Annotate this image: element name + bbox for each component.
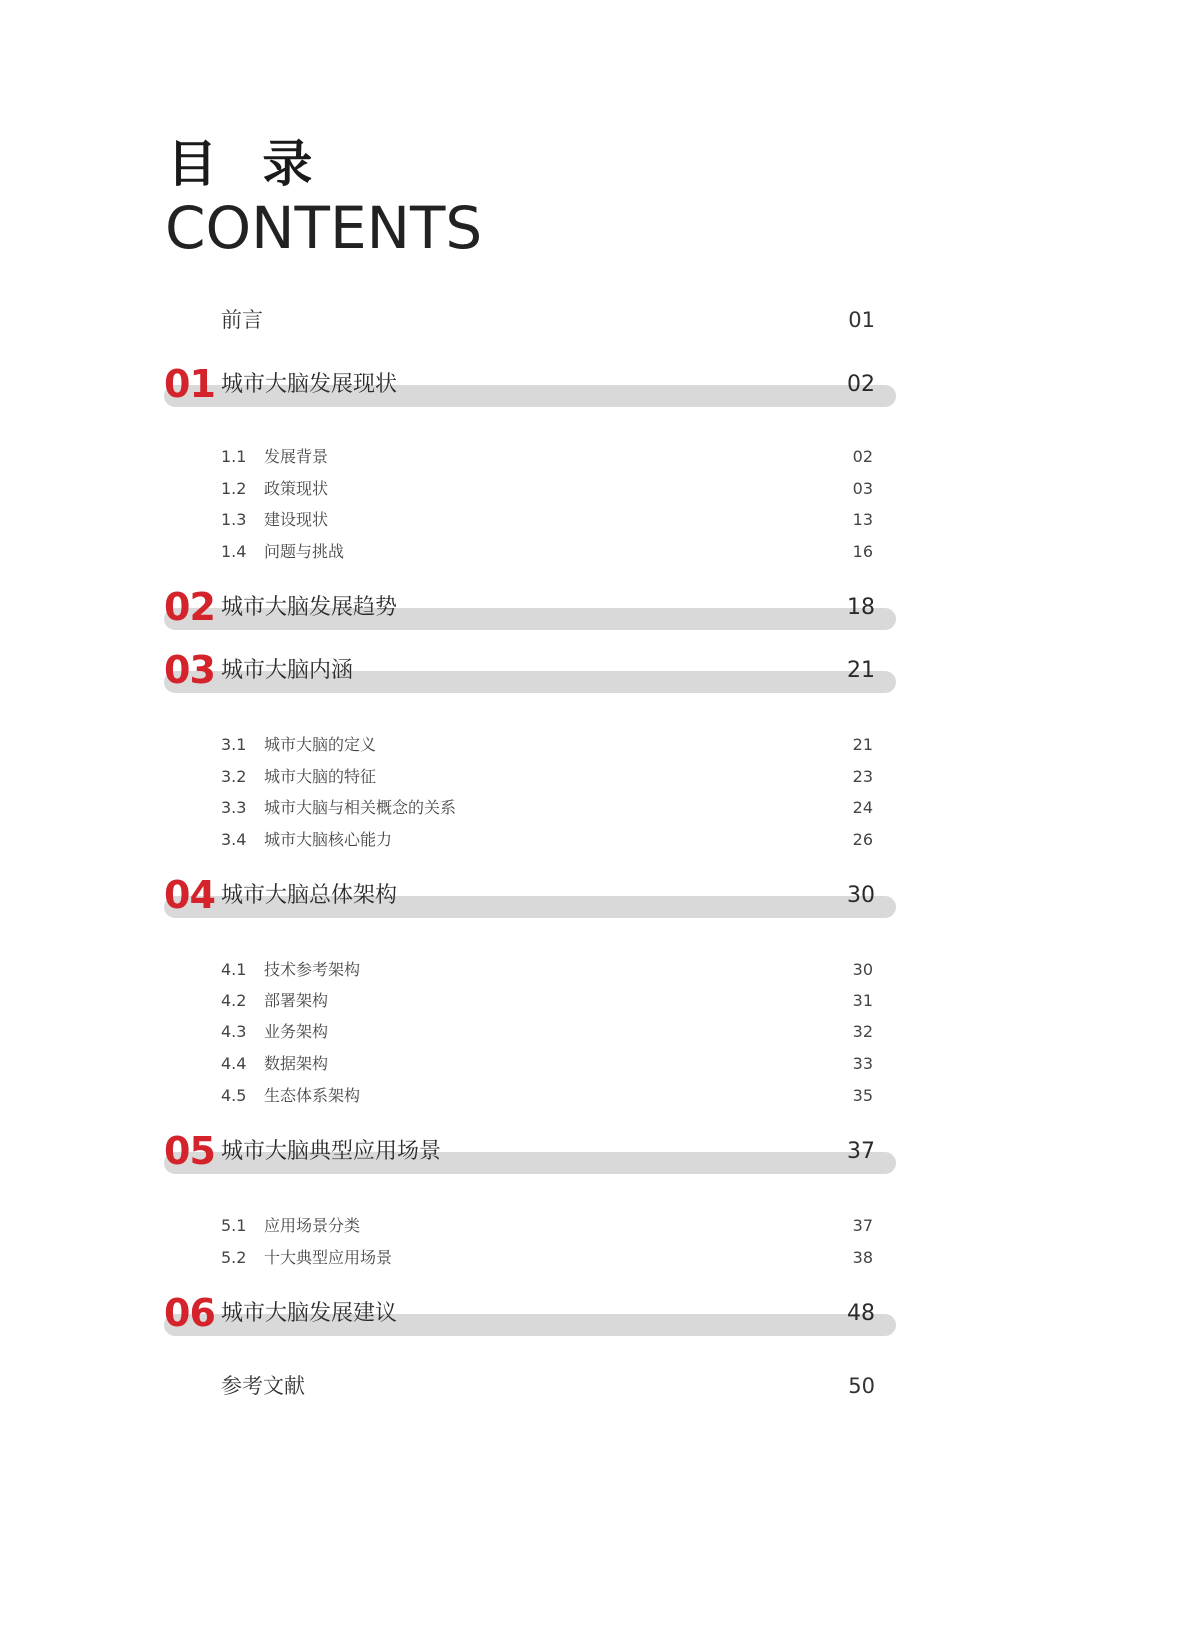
sub-page: 03 <box>852 479 873 498</box>
sub-number: 1.2 <box>221 479 247 498</box>
sub-title: 业务架构 <box>264 1022 329 1041</box>
chapter-page: 02 <box>847 372 875 397</box>
sub-number: 1.1 <box>221 447 247 466</box>
sub-page: 30 <box>852 960 873 979</box>
chapter-page: 30 <box>847 883 875 908</box>
sub-number: 4.5 <box>221 1086 247 1105</box>
sub-page: 24 <box>852 798 873 817</box>
sub-page: 13 <box>852 510 873 529</box>
sub-title: 城市大脑的定义 <box>264 735 377 754</box>
sub-page: 32 <box>852 1022 873 1041</box>
sub-page: 37 <box>852 1216 873 1235</box>
sub-number: 4.2 <box>221 991 247 1010</box>
chapter-page: 18 <box>847 595 875 620</box>
sub-number: 4.1 <box>221 960 247 979</box>
sub-number: 1.4 <box>221 542 247 561</box>
references-page: 50 <box>848 1374 875 1398</box>
sub-number: 3.1 <box>221 735 247 754</box>
page-title-cn: 目 录 <box>167 135 327 193</box>
sub-title: 生态体系架构 <box>264 1086 361 1105</box>
sub-number: 4.3 <box>221 1022 247 1041</box>
sub-title: 问题与挑战 <box>264 542 345 561</box>
sub-title: 发展背景 <box>264 447 329 466</box>
chapter-title: 城市大脑总体架构 <box>221 883 398 908</box>
sub-page: 38 <box>852 1248 873 1267</box>
chapter-number: 03 <box>164 648 215 692</box>
chapter-number: 01 <box>164 362 215 406</box>
chapter-title: 城市大脑典型应用场景 <box>221 1139 442 1164</box>
sub-page: 16 <box>852 542 873 561</box>
page-title-en: CONTENTS <box>165 194 483 262</box>
chapter-page: 21 <box>847 658 875 683</box>
chapter-number: 02 <box>164 585 215 629</box>
preface-label: 前言 <box>221 308 263 332</box>
sub-title: 城市大脑核心能力 <box>264 830 393 849</box>
chapter-title: 城市大脑内涵 <box>221 658 354 683</box>
sub-title: 政策现状 <box>264 479 329 498</box>
chapter-title: 城市大脑发展现状 <box>221 372 398 397</box>
chapter-title: 城市大脑发展建议 <box>221 1301 398 1326</box>
sub-title: 城市大脑与相关概念的关系 <box>264 798 457 817</box>
sub-number: 5.1 <box>221 1216 247 1235</box>
chapter-number: 06 <box>164 1291 215 1335</box>
sub-page: 02 <box>852 447 873 466</box>
sub-page: 33 <box>852 1054 873 1073</box>
sub-page: 26 <box>852 830 873 849</box>
sub-title: 十大典型应用场景 <box>264 1248 393 1267</box>
sub-title: 数据架构 <box>264 1054 329 1073</box>
sub-page: 31 <box>852 991 873 1010</box>
sub-title: 部署架构 <box>264 991 329 1010</box>
sub-number: 3.3 <box>221 798 247 817</box>
sub-number: 3.2 <box>221 767 247 786</box>
chapter-number: 04 <box>164 873 215 917</box>
sub-page: 35 <box>852 1086 873 1105</box>
chapter-page: 48 <box>847 1301 875 1326</box>
chapter-title: 城市大脑发展趋势 <box>221 595 398 620</box>
sub-number: 5.2 <box>221 1248 247 1267</box>
sub-title: 应用场景分类 <box>264 1216 361 1235</box>
sub-number: 1.3 <box>221 510 247 529</box>
chapter-page: 37 <box>847 1139 875 1164</box>
preface-page: 01 <box>848 308 875 332</box>
sub-number: 3.4 <box>221 830 247 849</box>
sub-page: 21 <box>852 735 873 754</box>
sub-title: 城市大脑的特征 <box>264 767 377 786</box>
sub-page: 23 <box>852 767 873 786</box>
sub-title: 技术参考架构 <box>264 960 361 979</box>
sub-title: 建设现状 <box>264 510 329 529</box>
references-label: 参考文献 <box>221 1374 305 1398</box>
chapter-number: 05 <box>164 1129 215 1173</box>
sub-number: 4.4 <box>221 1054 247 1073</box>
